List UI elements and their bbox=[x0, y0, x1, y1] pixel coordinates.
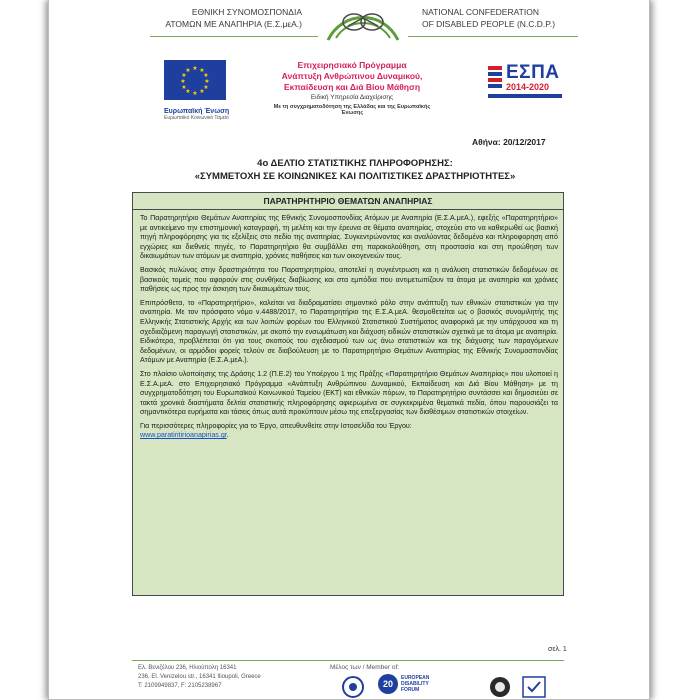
footer-address-line2: 236, El. Venizelou str., 16341 Ilioupoli, Greece bbox=[138, 674, 261, 680]
svg-text:★: ★ bbox=[185, 88, 191, 95]
svg-text:★: ★ bbox=[192, 90, 198, 97]
box-paragraph-3: Επιπρόσθετα, το «Παρατηρητήριο», καλείται να διαδραματίσει σημαντικό ρόλο στην ανάπτυξη των εθνικών στατιστικών για την αναπηρία. Με τον πρόσφατο νόμο ν.4488/2017, το Παρατηρητήριο της Ε.Σ.Α.μεΑ. θεσμοθετείται ως ο βασικός συνομιλητής της Ελληνικής Στατιστικής Αρχής και των λοιπών φορέων του Ελληνικού Στατιστικού Συστήματος αναφορικά με την υπάρχουσα και τη σχεδιαζόμενη παραγωγή στατιστικών, με σκοπό την ενσωμάτωση και διάχυση ειδικών στατιστικών σχετικά με τα άτομα με αναπηρία. Ειδικότερα, προβλέπεται ότι για τους σκοπούς του σχεδιασμού των ως άνω στατιστικών και της διάχυσης των παραγόμενων δεδομένων, οι αρμόδιοι φορείς τελούν σε διαβούλευση με το Παρατηρητήριο Θεμάτων Αναπηρίας της Εθνικής Συνομοσπονδίας Ατόμων με Αναπηρία (Ε.Σ.Α.μεΑ.). bbox=[140, 298, 558, 365]
header-left-line1: ΕΘΝΙΚΗ ΣΥΝΟΜΟΣΠΟΝΔΙΑ bbox=[191, 7, 302, 17]
header-right-line1: NATIONAL CONFEDERATION bbox=[422, 7, 539, 17]
programme-line1: Επιχειρησιακό Πρόγραμμα bbox=[297, 60, 407, 70]
link-suffix: . bbox=[226, 431, 229, 440]
espa-years: 2014-2020 bbox=[506, 82, 550, 92]
box-paragraph-1: Το Παρατηρητήριο Θεμάτων Αναπηρίας της Εθνικής Συνομοσπονδίας Ατόμων με Αναπηρία (Ε.Σ.Α.μεΑ.), εφεξής «Παρατηρητήριο» με αντικείμενο την επιστημονική καταγραφή, τη μελέτη και την έρευνα σε θέματα αναπηρίας, στοχεύει στο να καθιερωθεί ως βασική πηγή πληροφόρησης για τις εξελίξεις στο πεδίο της αναπηρίας. Συγκεντρώνοντας και αναλύοντας δεδομένα και πληροφορηση από εγχώριες και διεθνείς πηγές, το Παρατηρητήριο θα συμβάλλει στη παρακολούθηση, στη προστασία και στη προώθηση των δικαιωμάτων των ατόμων με αναπηρία, χρόνιες παθήσεις και των οικογενειών τους. bbox=[140, 214, 558, 261]
member-logo-1 bbox=[340, 676, 366, 698]
page-number: σελ. 1 bbox=[548, 646, 567, 653]
certification-logo bbox=[522, 676, 546, 698]
edf-number: 20 bbox=[378, 674, 398, 694]
eu-caption: Ευρωπαϊκή Ένωση bbox=[164, 108, 230, 115]
edf-label: EUROPEAN DISABILITY FORUM bbox=[401, 675, 430, 693]
svg-text:★: ★ bbox=[203, 72, 209, 79]
svg-text:★: ★ bbox=[181, 84, 187, 91]
document-title bbox=[150, 157, 560, 183]
title-line2: «ΣΥΜΜΕΤΟΧΗ ΣΕ ΚΟΙΝΩΝΙΚΕΣ ΚΑΙ ΠΟΛΙΤΙΣΤΙΚΕΣ ΔΡΑΣΤΗΡΙΟΤΗΤΕΣ» bbox=[194, 171, 516, 182]
eu-logo bbox=[164, 60, 234, 121]
espa-flag-icon bbox=[488, 66, 502, 88]
svg-text:★: ★ bbox=[185, 67, 191, 74]
svg-text:★: ★ bbox=[199, 88, 205, 95]
programme-logo bbox=[262, 60, 442, 116]
esamea-logo bbox=[318, 0, 408, 44]
svg-text:★: ★ bbox=[204, 78, 210, 85]
document-date: Αθήνα: 20/12/2017 bbox=[472, 137, 546, 147]
header-divider-right bbox=[408, 36, 578, 37]
footer-address-line1: Ελ. Βενιζέλου 236, Ηλιούπολη 16341 bbox=[138, 665, 237, 671]
programme-line4: Ειδική Υπηρεσία Διαχείρισης bbox=[310, 94, 394, 101]
eu-flag-icon bbox=[164, 60, 226, 100]
header-right bbox=[422, 6, 592, 30]
observatory-box-heading: ΠΑΡΑΤΗΡΗΤΗΡΙΟ ΘΕΜΑΤΩΝ ΑΝΑΠΗΡΙΑΣ bbox=[132, 192, 564, 210]
box-paragraph-2: Βασικός πυλώνας στην δραστηριότητα του Παρατηρητηρίου, αποτελεί η συγκέντρωση και η ανάλυση στατιστικών δεδομένων σε βασικούς τομείς που αφορούν στις συνθήκες διαβίωσης και στα εμπόδια που αντιμετωπίζουν τα άτομα με αναπηρία και χρόνιες παθήσεις ως προς την άσκηση των δικαιωμάτων τους. bbox=[140, 265, 558, 294]
svg-text:★: ★ bbox=[203, 84, 209, 91]
box-paragraph-5 bbox=[140, 422, 558, 441]
observatory-box-body bbox=[140, 214, 558, 445]
member-logo-3 bbox=[488, 676, 512, 698]
programme-line2: Ανάπτυξη Ανθρώπινου Δυναμικού, bbox=[281, 71, 423, 81]
box-paragraph-4: Στο πλαίσιο υλοποίησης της Δράσης 1.2 (Π.Ε.2) του Υποέργου 1 της Πράξης «Παρατηρητήριο Θεμάτων Αναπηρίας» που υλοποιεί η Ε.Σ.Α.μεΑ. στο Επιχειρησιακό Πρόγραμμα «Ανάπτυξη Ανθρώπινου Δυναμικού, Εκπαίδευση και Διά Βίου Μάθηση» με τη συγχρηματοδότηση του Ευρωπαϊκού Κοινωνικού Ταμείου (ΕΚΤ) και εθνικών πόρων, το Παρατηρητήριο συντάσσει και δημοσιεύει σε τακτά χρονικά διαστήματα δελτία στατιστικής πληροφόρησης αφιερωμένα σε συγκεκριμένα θεματικά πεδία, όπου παρουσιάζει τα σημαντικότερα ευρήματα και τάσεις όπως αυτά προκύπτουν μέσω της επεξεργασίας των διαθέσιμων στατιστικών στοιχείων. bbox=[140, 369, 558, 417]
eu-subcaption: Ευρωπαϊκό Κοινωνικό Ταμείο bbox=[164, 115, 229, 121]
svg-text:★: ★ bbox=[199, 67, 205, 74]
header-right-line2: OF DISABLED PEOPLE (N.C.D.P.) bbox=[422, 19, 556, 29]
svg-text:★: ★ bbox=[181, 72, 187, 79]
svg-text:★: ★ bbox=[192, 65, 198, 72]
box-paragraph-5-text: Για περισσότερες πληροφορίες για το Έργο, απευθυνθείτε στην Ιστοσελίδα του Έργου: bbox=[140, 421, 412, 430]
edf-logo bbox=[378, 674, 447, 694]
espa-word: ΕΣΠΑ bbox=[506, 62, 560, 83]
espa-logo bbox=[488, 62, 562, 98]
footer-divider bbox=[132, 660, 564, 661]
programme-line5: Με τη συγχρηματοδότηση της Ελλάδας και της Ευρωπαϊκής Ένωσης bbox=[273, 104, 431, 116]
espa-strip bbox=[488, 94, 562, 98]
programme-line3: Εκπαίδευση και Διά Βίου Μάθηση bbox=[283, 82, 421, 92]
header-left bbox=[92, 6, 302, 30]
footer-address-line3: Τ: 2109949837, F: 2105238967 bbox=[138, 683, 222, 689]
svg-text:★: ★ bbox=[180, 78, 186, 85]
header-left-line2: ΑΤΟΜΩΝ ΜΕ ΑΝΑΠΗΡΙΑ (Ε.Σ.μεΑ.) bbox=[165, 19, 302, 29]
member-of-label: Μέλος των / Member of: bbox=[330, 664, 400, 671]
footer-address bbox=[138, 664, 261, 691]
title-line1: 4ο ΔΕΛΤΙΟ ΣΤΑΤΙΣΤΙΚΗΣ ΠΛΗΡΟΦΟΡΗΣΗΣ: bbox=[257, 158, 453, 169]
project-website-link[interactable]: www.paratiritirioanapirias.gr bbox=[140, 431, 227, 440]
header-divider-left bbox=[150, 36, 318, 37]
